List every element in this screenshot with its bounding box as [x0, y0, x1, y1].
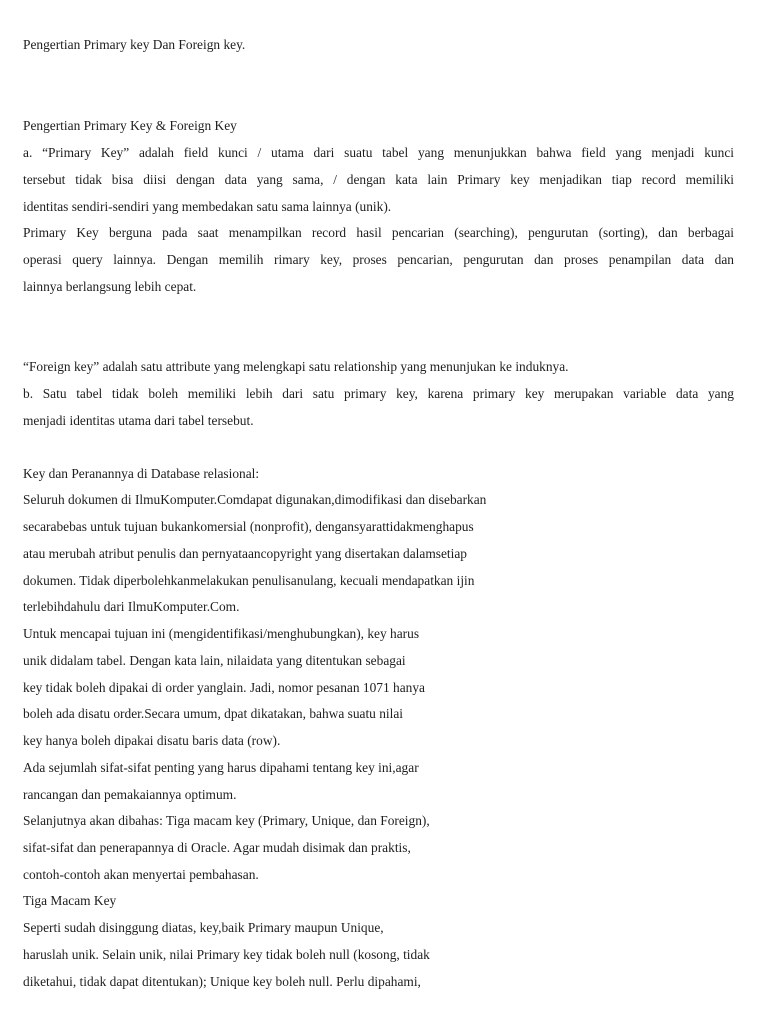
body-line: key tidak boleh dipakai di order yanglain. Jadi, nomor pesanan 1071 hanya	[23, 680, 425, 695]
body-line: secarabebas untuk tujuan bukankomersial (nonprofit), dengansyarattidakmenghapus	[23, 519, 474, 534]
subheading-three-keys: Tiga Macam Key	[23, 893, 117, 908]
body-line: terlebihdahulu dari IlmuKomputer.Com.	[23, 599, 240, 614]
body-line: contoh-contoh akan menyertai pembahasan.	[23, 867, 259, 882]
body-line: atau merubah atribut penulis dan pernyataancopyright yang disertakan dalamsetiap	[23, 546, 467, 561]
paragraph-line: lainnya berlangsung lebih cepat.	[23, 279, 197, 294]
paragraph-line: b. Satu tabel tidak boleh memiliki lebih dari satu primary key, karena primary key merupakan variable data yang	[23, 386, 734, 401]
paragraph-line: tersebut tidak bisa diisi dengan data yang sama, / dengan kata lain Primary key menjadikan tiap record memiliki	[23, 172, 734, 187]
body-line: Seluruh dokumen di IlmuKomputer.Comdapat digunakan,dimodifikasi dan disebarkan	[23, 492, 487, 507]
paragraph-line: Primary Key berguna pada saat menampilkan record hasil pencarian (searching), pengurutan (sorting), dan berbagai	[23, 225, 734, 240]
foreign-key-definition: “Foreign key” adalah satu attribute yang melengkapi satu relationship yang menunjukan ke induknya.	[23, 359, 569, 374]
paragraph-line: identitas sendiri-sendiri yang membedakan satu sama lainnya (unik).	[23, 199, 392, 214]
body-line: boleh ada disatu order.Secara umum, dpat dikatakan, bahwa suatu nilai	[23, 706, 404, 721]
document-title: Pengertian Primary key Dan Foreign key.	[23, 37, 246, 52]
body-line: haruslah unik. Selain unik, nilai Primary key tidak boleh null (kosong, tidak	[23, 947, 430, 962]
paragraph-line: menjadi identitas utama dari tabel tersebut.	[23, 413, 254, 428]
body-line: dokumen. Tidak diperbolehkanmelakukan penulisanulang, kecuali mendapatkan ijin	[23, 573, 475, 588]
body-line: Untuk mencapai tujuan ini (mengidentifikasi/menghubungkan), key harus	[23, 626, 420, 641]
body-line: Ada sejumlah sifat-sifat penting yang harus dipahami tentang key ini,agar	[23, 760, 419, 775]
body-line: unik didalam tabel. Dengan kata lain, nilaidata yang ditentukan sebagai	[23, 653, 406, 668]
section-heading-primary-foreign: Pengertian Primary Key & Foreign Key	[23, 118, 237, 133]
body-line: Selanjutnya akan dibahas: Tiga macam key (Primary, Unique, dan Foreign),	[23, 813, 430, 828]
body-line: rancangan dan pemakaiannya optimum.	[23, 787, 237, 802]
body-line: diketahui, tidak dapat ditentukan); Unique key boleh null. Perlu dipahami,	[23, 974, 421, 989]
paragraph-line: operasi query lainnya. Dengan memilih rimary key, proses pencarian, pengurutan dan proses penampilan data dan	[23, 252, 734, 267]
body-line: Seperti sudah disinggung diatas, key,baik Primary maupun Unique,	[23, 920, 384, 935]
paragraph-line: a. “Primary Key” adalah field kunci / utama dari suatu tabel yang menunjukkan bahwa field yang menjadi kunci	[23, 145, 734, 160]
body-line: sifat-sifat dan penerapannya di Oracle. Agar mudah disimak dan praktis,	[23, 840, 411, 855]
section-heading-key-roles: Key dan Peranannya di Database relasional:	[23, 466, 260, 481]
body-line: key hanya boleh dipakai disatu baris data (row).	[23, 733, 281, 748]
